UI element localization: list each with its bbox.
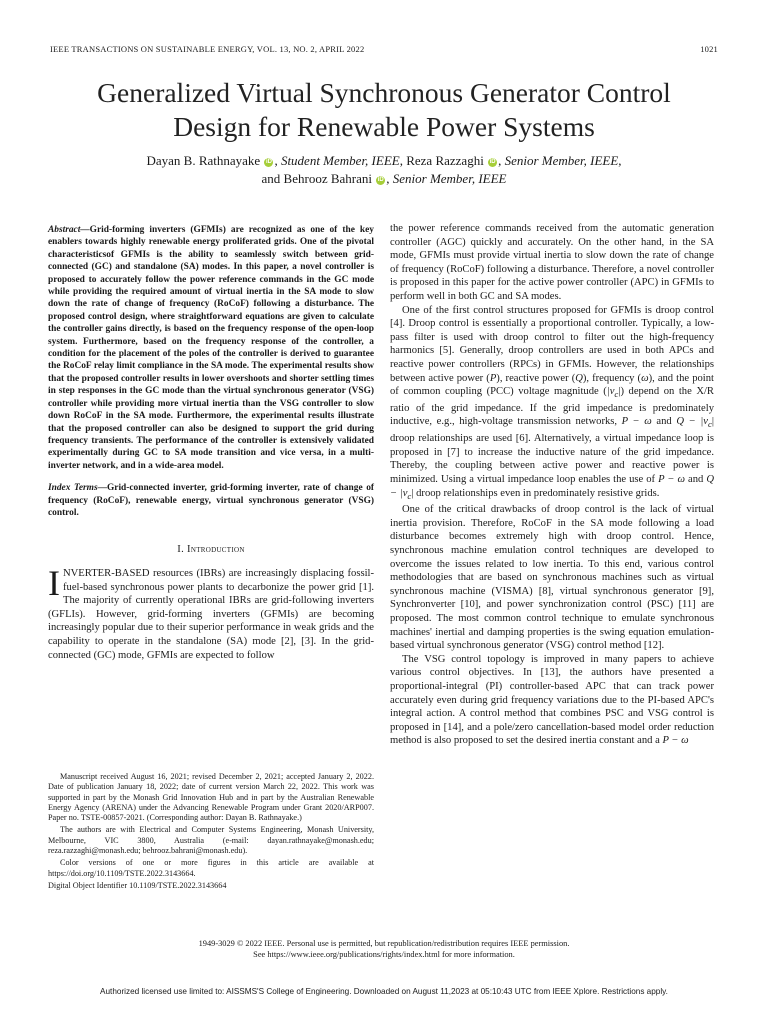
section-title: Introduction xyxy=(187,544,245,556)
author-list xyxy=(0,152,768,188)
abstract-text: —Grid-forming inverters (GFMIs) are recognized as one of the key enablers towards highly renewable energy proliferated grids. One of the pivotal characteristicsof GFMIs is the ability to seamlessly switch between grid-connected (GC) and standalone (SA) modes. In this paper, a novel controller is proposed to accurately follow the power reference commands in the GC mode while providing the required amount of virtual inertia in the SA mode to slow down the rate of change of frequency (RoCoF) following a disturbance. The proposed control design, where straightforward equations are given to calculate the controller gains directly, is based on the frequency response of the open-loop system. Furthermore, based on the frequency response of the controller, a condition for the placement of the poles of the controller is derived to guarantee the RoCoF relay limit compliance in the SA mode. The experimental results show that the proposed controller results in lower overshoots and shorter settling times in step responses in the GC mode than the virtual synchronous generator (VSG) controller while providing more virtual inertia than the VSG controller to slow down RoCoF in the SA mode. Furthermore, the experimental results illustrate that the proposed controller can also be designed to support the grid during frequency transients. The performance of the controller is extensively validated experimentally during GC to SA mode transition and vice versa, in a multi-inverter network, and in a wide-area model. xyxy=(48,225,374,471)
footnotes xyxy=(48,772,374,893)
journal-header: IEEE TRANSACTIONS ON SUSTAINABLE ENERGY, VOL. 13, NO. 2, APRIL 2022 xyxy=(50,44,365,54)
orcid-icon[interactable]: iD xyxy=(377,177,384,183)
intro-first-text: resources (IBRs) are increasingly displacing fossil-fuel-based synchronous power plants to decarbonize the power grid [1]. The majority of currently operational IBRs are grid-following inverters (GFLIs). However, grid-forming inverters (GFMIs) are becoming increasingly popular due to their superior performance in weak grids and the capability to operate in the standalone (SA) mode [2], [3]. In the grid-connected (GC) mode, GFMIs are expected to follow xyxy=(48,567,374,661)
footnote-color: Color versions of one or more figures in this article are available at https://doi.org/10.1109/TSTE.2022.3143664. xyxy=(48,858,374,878)
author-role: Senior Member, IEEE xyxy=(504,153,619,168)
author-name: Dayan B. Rathnayake xyxy=(146,153,261,168)
abstract-lead: Abstract xyxy=(48,225,81,235)
right-column xyxy=(390,222,714,748)
author-name: Reza Razzaghi xyxy=(406,153,484,168)
body-paragraph: One of the critical drawbacks of droop control is the lack of virtual inertia provision. Therefore, RoCoF in the SA mode following a load disturbance becomes extremely high with droop control. Hence, synchronous machine emulation control techniques are developed to overcome the issues related to low inertia. To this end, various control methodologies that are based on synchronous machines such as virtual synchronous machine (VISMA) [8], virtual synchronous generator [9], Synchronverter [10], and power synchronization control (PSC) [11] are proposed. The most common control technique to emulate synchronous machines' inertial and damping properties is the swing equation emulation-based virtual synchronous generator (VSG) control method [12]. xyxy=(390,504,714,652)
intro-paragraph xyxy=(48,562,374,662)
page-number: 1021 xyxy=(700,44,718,54)
section-heading xyxy=(48,543,374,557)
abstract xyxy=(48,224,374,472)
body-paragraph: The VSG control topology is improved in many papers to achieve various control objectives. In [13], the authors have presented a proportional-integral (PI) controller-based APC that can track power accurately even during grid frequency variations due to the PI-based APC's integral action. A control method that combines PSC and VSG control is proposed in [14], and a pole/zero cancellation-based model order reduction method is also proposed to set the desired inertia constant and a P − ω xyxy=(390,653,714,747)
body-paragraph: the power reference commands received from the automatic generation controller (AGC) quickly and accurately. On the other hand, in the SA mode, GFMIs must provide virtual inertia to slow down the rate of change of frequency (RoCoF) following a disturbance. Therefore, a novel controller is proposed in this paper for the active power controller (APC) in GFMIs to perform well in both GC and SA modes. xyxy=(390,223,714,302)
drop-cap: I xyxy=(48,562,60,603)
left-column xyxy=(48,224,374,662)
section-number: I. xyxy=(177,544,185,556)
paper-title xyxy=(0,76,768,144)
footnote-doi: Digital Object Identifier 10.1109/TSTE.2022.3143664 xyxy=(48,880,227,890)
author-role: Senior Member, IEEE xyxy=(392,171,507,186)
title-line-1: Generalized Virtual Synchronous Generator Control xyxy=(97,77,671,108)
author-line-1: Dayan B. Rathnayake iD , Student Member, IEEE, Reza Razzaghi iD , Senior Member, IEEE, xyxy=(146,153,622,168)
author-role: Student Member, IEEE xyxy=(280,153,400,168)
author-line-2: and Behrooz Bahrani iD , Senior Member, IEEE xyxy=(261,171,507,186)
footnote-manuscript: Manuscript received August 16, 2021; revised December 2, 2021; accepted January 2, 2022. Date of publication January 18, 2022; date of current version March 22, 2022. This work was supported in part by the Monash Grid Innovation Hub and in part by the Australian Renewable Energy Agency (ARENA) under the Advancing Renewable Program under Grant 2020/ARP007. Paper no. TSTE-00857-2021. (Corresponding author: Dayan B. Rathnayake.) xyxy=(48,772,374,823)
author-name: and Behrooz Bahrani xyxy=(261,171,372,186)
license-notice: Authorized licensed use limited to: AISSMS'S College of Engineering. Downloaded on August 11,2023 at 05:10:43 UTC from IEEE Xplore. Restrictions apply. xyxy=(100,987,668,996)
copyright-notice xyxy=(0,938,768,960)
index-terms-text: —Grid-connected inverter, grid-forming inverter, rate of change of frequency (RoCoF), renewable energy, virtual synchronous generator (VSG) control. xyxy=(48,483,375,518)
index-terms-lead: Index Terms xyxy=(48,483,98,494)
orcid-icon[interactable]: iD xyxy=(265,159,272,165)
body-paragraph: One of the first control structures proposed for GFMIs is droop control [4]. Droop control is essentially a proportional controller. Typically, a low-pass filter is used with droop control to filter out the high-frequency harmonics [5]. Generally, droop controllers are used in both APCs and reactive power controllers (RPCs) in GFMIs. However, the relationships between active power (P), reactive power (Q), frequency (ω), and the point of common coupling (PCC) voltage magnitude $(|v_c|)$ depend on the X/R ratio of the grid impedance. If the grid impedance is predominately inductive, e.g., high-voltage transmission networks, P − ω and $Q - |v_c|$ droop relationships are used [6]. Alternatively, a virtual impedance loop is proposed in [7] to increase the inductive nature of the grid impedance. Thereby, the coupling between active power and reactive power is minimized. Using a virtual impedance loop enables the use of P − ω and $Q - |v_c|$ droop relationships even in predominately resistive grids. xyxy=(390,304,715,501)
title-line-2: Design for Renewable Power Systems xyxy=(173,111,595,142)
footnote-affiliation: The authors are with Electrical and Computer Systems Engineering, Monash University, Melbourne, VIC 3800, Australia (e-mail: dayan.rathnayake@monash.edu; reza.razzaghi@monash.edu; behrooz.bahrani@monash.edu). xyxy=(48,825,374,856)
intro-first-caps: NVERTER-BASED xyxy=(63,567,150,579)
orcid-icon[interactable]: iD xyxy=(489,159,496,165)
copyright-line: 1949-3029 © 2022 IEEE. Personal use is permitted, but republication/redistribution requires IEEE permission. xyxy=(198,939,570,948)
index-terms xyxy=(48,482,374,519)
rights-link[interactable]: See https://www.ieee.org/publications/rights/index.html for more information. xyxy=(253,950,515,959)
